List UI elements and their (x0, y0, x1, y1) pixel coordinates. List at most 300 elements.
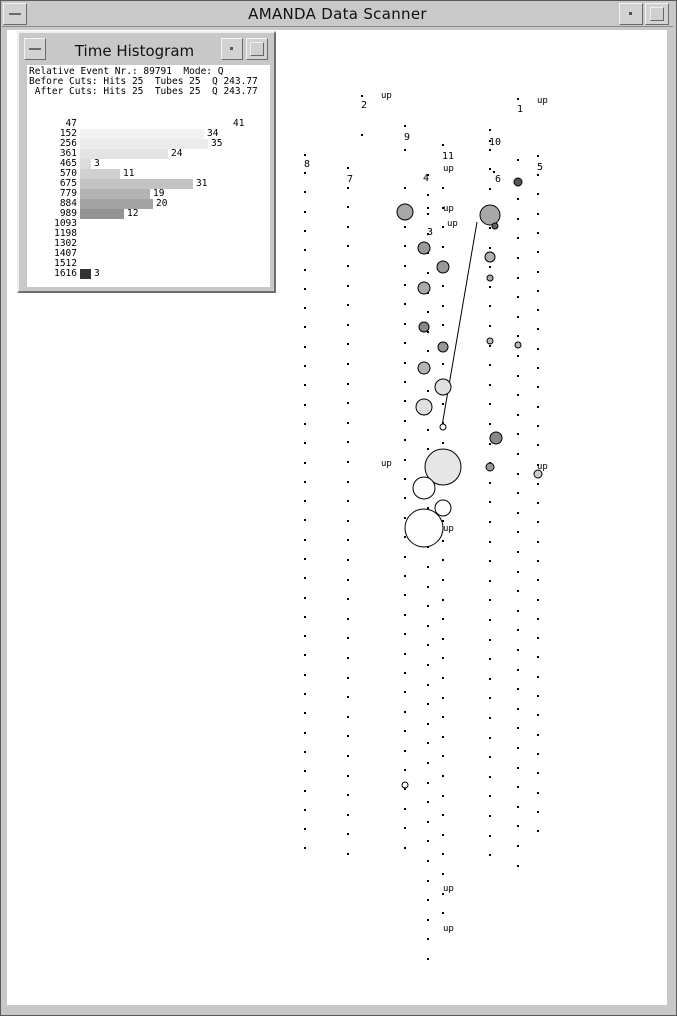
hit-module-circle (397, 204, 413, 220)
optical-module-dot (517, 198, 519, 200)
optical-module-dot (517, 806, 519, 808)
optical-module-dot (427, 762, 429, 764)
optical-module-dot (489, 678, 491, 680)
optical-module-dot (427, 605, 429, 607)
optical-module-dot (304, 500, 306, 502)
optical-module-dot (347, 579, 349, 581)
optical-module-dot (537, 811, 539, 813)
optical-module-dot (304, 249, 306, 251)
histogram-minimize-button[interactable] (221, 38, 243, 60)
optical-module-dot (427, 429, 429, 431)
histogram-bin-label: 465 (59, 158, 77, 169)
optical-module-dot (442, 853, 444, 855)
optical-module-dot (347, 814, 349, 816)
optical-module-dot (304, 172, 306, 174)
optical-module-dot (537, 290, 539, 292)
optical-module-dot (404, 323, 406, 325)
optical-module-dot (442, 403, 444, 405)
optical-module-dot (489, 737, 491, 739)
optical-module-dot (537, 830, 539, 832)
optical-module-dot (347, 441, 349, 443)
hit-module-circle (416, 399, 432, 415)
optical-module-dot (537, 772, 539, 774)
optical-module-dot (537, 560, 539, 562)
optical-module-dot (404, 400, 406, 402)
minimize-icon (230, 47, 233, 50)
optical-module-dot (347, 285, 349, 287)
optical-module-dot (404, 653, 406, 655)
optical-module-dot (404, 614, 406, 616)
optical-module-dot (404, 303, 406, 305)
hit-module-circle (514, 178, 522, 186)
optical-module-dot (442, 775, 444, 777)
optical-module-dot (537, 656, 539, 658)
optical-module-dot (442, 736, 444, 738)
optical-module-dot (404, 459, 406, 461)
optical-module-dot (304, 770, 306, 772)
optical-module-dot (347, 618, 349, 620)
optical-module-dot (517, 845, 519, 847)
optical-module-dot (537, 174, 539, 176)
optical-module-dot (427, 723, 429, 725)
optical-module-dot (489, 345, 491, 347)
optical-module-dot (517, 433, 519, 435)
hit-module-circle (492, 223, 498, 229)
hit-module-circle (413, 477, 435, 499)
optical-module-dot (489, 149, 491, 151)
string-number-label: 1 (517, 104, 524, 115)
optical-module-dot (489, 325, 491, 327)
optical-module-dot (304, 481, 306, 483)
histogram-bar-count: 3 (94, 268, 100, 279)
optical-module-dot (347, 343, 349, 345)
optical-module-dot (517, 551, 519, 553)
title-bar[interactable] (2, 2, 673, 27)
optical-module-dot (537, 367, 539, 369)
optical-module-dot (517, 335, 519, 337)
optical-module-dot (489, 776, 491, 778)
optical-module-dot (537, 521, 539, 523)
optical-module-dot (442, 285, 444, 287)
maximize-icon (650, 7, 664, 21)
optical-module-dot (517, 747, 519, 749)
optical-module-dot (404, 478, 406, 480)
optical-module-dot (427, 703, 429, 705)
time-histogram-window[interactable] (17, 31, 276, 293)
optical-module-dot (517, 649, 519, 651)
optical-module-dot (347, 794, 349, 796)
optical-module-dot (304, 790, 306, 792)
histogram-bar-count: 19 (153, 188, 165, 199)
optical-module-dot (304, 288, 306, 290)
string-number-label: 10 (489, 137, 502, 148)
optical-module-dot (489, 835, 491, 837)
histogram-bin-label: 570 (59, 168, 77, 179)
string-number-label: 9 (404, 132, 411, 143)
optical-module-dot (517, 708, 519, 710)
histogram-bin-label: 47 (65, 118, 77, 129)
optical-module-dot (347, 539, 349, 541)
optical-module-dot (347, 735, 349, 737)
optical-module-dot (404, 420, 406, 422)
optical-module-dot (347, 226, 349, 228)
optical-module-dot (517, 355, 519, 357)
histogram-title-bar[interactable] (22, 36, 271, 62)
histogram-bar-count: 41 (233, 118, 245, 129)
optical-module-dot (442, 912, 444, 914)
optical-module-dot (489, 423, 491, 425)
string-number-label: 7 (347, 174, 354, 185)
event-info-line: Relative Event Nr.: 89791 Mode: Q (29, 66, 224, 77)
optical-module-dot (489, 168, 491, 170)
histogram-bar (80, 129, 204, 139)
optical-module-dot (347, 598, 349, 600)
optical-module-dot (404, 536, 406, 538)
optical-module-dot (404, 691, 406, 693)
histogram-bar (80, 169, 120, 179)
histogram-bar-count: 11 (123, 168, 135, 179)
optical-module-dot (489, 286, 491, 288)
optical-module-dot (442, 187, 444, 189)
optical-module-dot (517, 531, 519, 533)
histogram-bar-count: 20 (156, 198, 168, 209)
optical-module-dot (442, 363, 444, 365)
hit-module-circle (435, 500, 451, 516)
optical-module-dot (517, 296, 519, 298)
optical-module-dot (427, 801, 429, 803)
optical-module-dot (537, 792, 539, 794)
optical-module-dot (404, 439, 406, 441)
optical-module-dot (517, 512, 519, 514)
histogram-bin-label: 1407 (54, 248, 77, 259)
optical-module-dot (489, 482, 491, 484)
optical-module-dot (304, 230, 306, 232)
hit-module-circle (438, 342, 448, 352)
optical-module-dot (304, 519, 306, 521)
optical-module-dot (347, 422, 349, 424)
before-cuts-line: Before Cuts: Hits 25 Tubes 25 Q 243.77 (29, 76, 258, 87)
maximize-button[interactable] (645, 3, 669, 25)
optical-module-dot (304, 577, 306, 579)
optical-module-dot (442, 677, 444, 679)
optical-module-dot (442, 226, 444, 228)
optical-module-dot (404, 226, 406, 228)
optical-module-dot (442, 599, 444, 601)
optical-module-dot (404, 556, 406, 558)
hit-module-circle (440, 424, 446, 430)
optical-module-dot (442, 755, 444, 757)
optical-module-dot (304, 154, 306, 156)
optical-module-dot (304, 539, 306, 541)
optical-module-dot (304, 751, 306, 753)
optical-module-dot (442, 716, 444, 718)
optical-module-dot (361, 134, 363, 136)
histogram-bin-label: 675 (59, 178, 77, 189)
histogram-bar (80, 159, 91, 169)
up-marker-label: up (443, 164, 454, 174)
optical-module-dot (489, 854, 491, 856)
optical-module-dot (404, 245, 406, 247)
optical-module-dot (304, 269, 306, 271)
menu-icon (29, 48, 41, 50)
optical-module-dot (404, 808, 406, 810)
histogram-bin-label: 361 (59, 148, 77, 159)
optical-module-dot (517, 453, 519, 455)
optical-module-dot (537, 251, 539, 253)
optical-module-dot (304, 558, 306, 560)
optical-module-dot (489, 658, 491, 660)
optical-module-dot (427, 194, 429, 196)
optical-module-dot (442, 697, 444, 699)
histogram-bin-label: 1512 (54, 258, 77, 269)
optical-module-dot (442, 814, 444, 816)
optical-module-dot (304, 597, 306, 599)
histogram-bar-count: 12 (127, 208, 139, 219)
optical-module-dot (517, 571, 519, 573)
optical-module-dot (517, 375, 519, 377)
optical-module-dot (442, 579, 444, 581)
histogram-bar (80, 209, 124, 219)
optical-module-dot (427, 880, 429, 882)
optical-module-dot (404, 594, 406, 596)
histogram-bin-label: 1616 (54, 268, 77, 279)
optical-module-dot (347, 461, 349, 463)
histogram-bar-count: 3 (94, 158, 100, 169)
optical-module-dot (347, 187, 349, 189)
optical-module-dot (347, 657, 349, 659)
optical-module-dot (537, 714, 539, 716)
optical-module-dot (427, 507, 429, 509)
optical-module-dot (427, 958, 429, 960)
optical-module-dot (442, 442, 444, 444)
optical-module-dot (489, 560, 491, 562)
optical-module-dot (304, 191, 306, 193)
histogram-row (27, 269, 270, 279)
up-marker-label: up (443, 524, 454, 534)
optical-module-dot (427, 899, 429, 901)
optical-module-dot (404, 497, 406, 499)
optical-module-dot (489, 266, 491, 268)
optical-module-dot (489, 403, 491, 405)
optical-module-dot (537, 618, 539, 620)
histogram-bar (80, 139, 208, 149)
optical-module-dot (427, 213, 429, 215)
optical-module-dot (304, 712, 306, 714)
optical-module-dot (537, 155, 539, 157)
hit-module-circle (418, 362, 430, 374)
optical-module-dot (347, 167, 349, 169)
optical-module-dot (404, 265, 406, 267)
optical-module-dot (404, 769, 406, 771)
optical-module-dot (517, 277, 519, 279)
optical-module-dot (347, 716, 349, 718)
optical-module-dot (517, 159, 519, 161)
optical-module-dot (517, 394, 519, 396)
optical-module-dot (347, 775, 349, 777)
optical-module-dot (347, 755, 349, 757)
track-line (442, 222, 477, 426)
optical-module-dot (537, 444, 539, 446)
optical-module-dot (517, 590, 519, 592)
optical-module-dot (427, 207, 429, 209)
optical-module-dot (304, 307, 306, 309)
optical-module-dot (489, 619, 491, 621)
optical-module-dot (537, 541, 539, 543)
optical-module-dot (489, 247, 491, 249)
optical-module-dot (304, 442, 306, 444)
optical-module-dot (361, 95, 363, 97)
string-number-label: 8 (304, 159, 311, 170)
optical-module-dot (404, 847, 406, 849)
hit-module-circle (487, 338, 493, 344)
histogram-bar (80, 269, 91, 279)
histogram-bin-label: 256 (59, 138, 77, 149)
histogram-bin-label: 1302 (54, 238, 77, 249)
optical-module-dot (304, 635, 306, 637)
optical-module-dot (442, 540, 444, 542)
optical-module-dot (427, 272, 429, 274)
optical-module-dot (489, 364, 491, 366)
optical-module-dot (304, 616, 306, 618)
optical-module-dot (489, 521, 491, 523)
optical-module-dot (427, 350, 429, 352)
optical-module-dot (404, 125, 406, 127)
histogram-bar-count: 34 (207, 128, 219, 139)
hit-module-circle (486, 463, 494, 471)
optical-module-dot (517, 414, 519, 416)
optical-module-dot (517, 825, 519, 827)
optical-module-dot (304, 462, 306, 464)
optical-module-dot (537, 348, 539, 350)
histogram-maximize-button[interactable] (246, 38, 268, 60)
hit-module-circle (480, 205, 500, 225)
hit-module-circle (405, 509, 443, 547)
optical-module-dot (517, 727, 519, 729)
optical-module-dot (537, 676, 539, 678)
string-number-label: 11 (442, 151, 455, 162)
optical-module-dot (404, 575, 406, 577)
optical-module-dot (489, 443, 491, 445)
optical-module-dot (347, 500, 349, 502)
optical-module-dot (442, 144, 444, 146)
optical-module-dot (517, 257, 519, 259)
up-marker-label: up (447, 219, 458, 229)
optical-module-dot (493, 171, 495, 173)
optical-module-dot (537, 425, 539, 427)
optical-module-dot (442, 873, 444, 875)
minimize-button[interactable] (619, 3, 643, 25)
optical-module-dot (517, 316, 519, 318)
optical-module-dot (347, 206, 349, 208)
optical-module-dot (489, 305, 491, 307)
optical-module-dot (427, 390, 429, 392)
hit-module-circle (418, 282, 430, 294)
optical-module-dot (347, 245, 349, 247)
optical-module-dot (537, 599, 539, 601)
optical-module-dot (304, 404, 306, 406)
optical-module-dot (404, 381, 406, 383)
optical-module-dot (537, 502, 539, 504)
hit-module-circle (487, 275, 493, 281)
up-marker-label: up (381, 459, 392, 469)
optical-module-dot (427, 625, 429, 627)
optical-module-dot (517, 98, 519, 100)
optical-module-dot (537, 328, 539, 330)
histogram-bin-label: 1093 (54, 218, 77, 229)
optical-module-dot (517, 237, 519, 239)
optical-module-dot (442, 618, 444, 620)
optical-module-dot (304, 809, 306, 811)
optical-module-dot (347, 637, 349, 639)
hit-module-circle (490, 432, 502, 444)
optical-module-dot (489, 756, 491, 758)
optical-module-dot (427, 311, 429, 313)
optical-module-dot (304, 732, 306, 734)
optical-module-dot (489, 795, 491, 797)
optical-module-dot (304, 326, 306, 328)
optical-module-dot (347, 559, 349, 561)
optical-module-dot (427, 586, 429, 588)
optical-module-dot (489, 697, 491, 699)
optical-module-dot (427, 448, 429, 450)
optical-module-dot (404, 633, 406, 635)
optical-module-dot (517, 669, 519, 671)
optical-module-dot (304, 365, 306, 367)
optical-module-dot (347, 324, 349, 326)
optical-module-dot (347, 677, 349, 679)
optical-module-dot (427, 742, 429, 744)
hit-module-circle (515, 342, 521, 348)
optical-module-dot (347, 520, 349, 522)
optical-module-dot (517, 865, 519, 867)
hit-module-circle (419, 322, 429, 332)
hit-module-circle (485, 252, 495, 262)
optical-module-dot (304, 423, 306, 425)
up-marker-label: up (443, 924, 454, 934)
optical-module-dot (347, 833, 349, 835)
histogram-bar (80, 189, 150, 199)
optical-module-dot (537, 637, 539, 639)
up-marker-label: up (537, 462, 548, 472)
optical-module-dot (517, 492, 519, 494)
optical-module-dot (304, 346, 306, 348)
histogram-panel (27, 65, 270, 287)
up-marker-label: up (443, 204, 454, 214)
histogram-menu-button[interactable] (24, 38, 46, 60)
hit-module-circle (437, 261, 449, 273)
optical-module-dot (404, 730, 406, 732)
optical-module-dot (489, 188, 491, 190)
optical-module-dot (427, 664, 429, 666)
optical-module-dot (442, 559, 444, 561)
optical-module-dot (489, 639, 491, 641)
optical-module-dot (347, 481, 349, 483)
optical-module-dot (489, 599, 491, 601)
optical-module-dot (427, 860, 429, 862)
optical-module-dot (537, 753, 539, 755)
optical-module-dot (404, 517, 406, 519)
optical-module-dot (347, 383, 349, 385)
histogram-bar (80, 179, 193, 189)
histogram-bar (80, 199, 153, 209)
optical-module-dot (517, 218, 519, 220)
optical-module-dot (442, 324, 444, 326)
optical-module-dot (489, 717, 491, 719)
optical-module-dot (517, 786, 519, 788)
optical-module-dot (537, 309, 539, 311)
histogram-bar-count: 35 (211, 138, 223, 149)
optical-module-dot (442, 305, 444, 307)
